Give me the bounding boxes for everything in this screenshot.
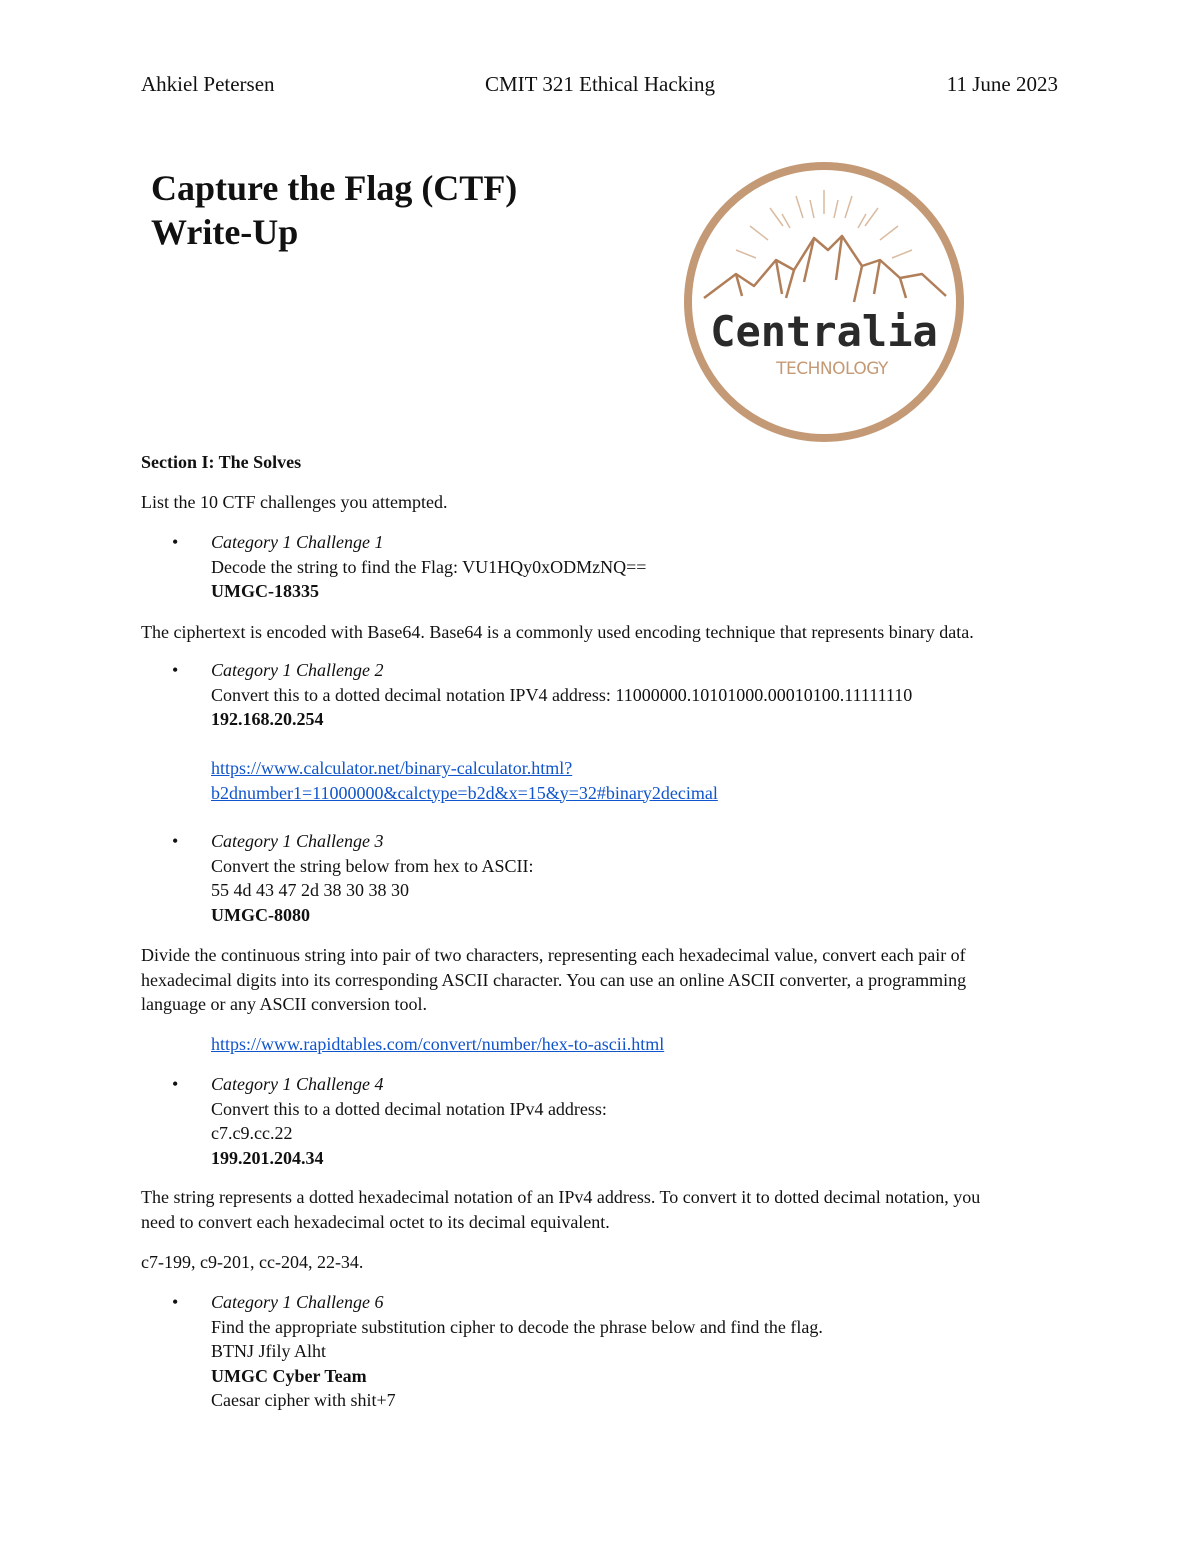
explanation-line: The string represents a dotted hexadecimal notation of an IPv4 address. To convert it to dotted decimal notation, you [141, 1187, 981, 1207]
challenge-1-explanation: The ciphertext is encoded with Base64. Base64 is a commonly used encoding technique that represents binary data. [141, 622, 974, 642]
challenge-category: Category 1 Challenge 3 [211, 831, 384, 851]
challenge-6 [211, 1290, 1071, 1413]
challenge-answer: 192.168.20.254 [211, 709, 324, 729]
challenge-hex-ip: c7.c9.cc.22 [211, 1123, 293, 1143]
centralia-logo [676, 162, 976, 446]
challenge-cipher-text: BTNJ Jfily Alht [211, 1341, 327, 1361]
explanation-line: language or any ASCII conversion tool. [141, 994, 427, 1014]
header-course: CMIT 321 Ethical Hacking [485, 72, 715, 96]
challenge-answer: UMGC-8080 [211, 904, 310, 925]
header-author: Ahkiel Petersen [141, 72, 275, 96]
bullet-icon: • [172, 532, 179, 552]
hex-to-ascii-link[interactable]: https://www.rapidtables.com/convert/number/hex-to-ascii.html [211, 1034, 665, 1054]
challenge-prompt: Convert this to a dotted decimal notation IPV4 address: 11000000.10101000.00010100.11111110 [211, 684, 913, 705]
challenge-prompt: Convert the string below from hex to ASCII: [211, 855, 534, 876]
logo-subtitle: TECHNOLOGY [776, 359, 888, 379]
challenge-answer: UMGC-18335 [211, 581, 319, 601]
challenge-3 [211, 829, 1071, 927]
logo-name: Centralia [710, 307, 938, 356]
explanation-line: hexadecimal digits into its corresponding ASCII character. You can use an online ASCII converter, a programming [141, 969, 967, 990]
challenge-answer: 199.201.204.34 [211, 1147, 324, 1168]
link-line-1[interactable]: https://www.calculator.net/binary-calculator.html? [211, 758, 573, 778]
challenge-category: Category 1 Challenge 6 [211, 1292, 384, 1312]
section-intro: List the 10 CTF challenges you attempted. [141, 492, 448, 512]
bullet-icon: • [172, 1292, 179, 1312]
challenge-category: Category 1 Challenge 2 [211, 660, 384, 680]
explanation-line: Divide the continuous string into pair of two characters, representing each hexadecimal value, convert each pair of [141, 945, 966, 965]
challenge-hex-string: 55 4d 43 47 2d 38 30 38 30 [211, 880, 409, 900]
bullet-icon: • [172, 1074, 179, 1094]
challenge-3-explanation [141, 943, 1066, 1017]
challenge-prompt: Find the appropriate substitution cipher to decode the phrase below and find the flag. [211, 1316, 823, 1337]
bullet-icon: • [172, 660, 179, 680]
title-line-1: Capture the Flag (CTF) [151, 168, 518, 208]
bullet-icon: • [172, 831, 179, 851]
link-line-2[interactable]: b2dnumber1=11000000&calctype=b2d&x=15&y=32#binary2decimal [211, 782, 718, 803]
header-date: 11 June 2023 [946, 72, 1058, 96]
page-title [151, 166, 517, 254]
challenge-category: Category 1 Challenge 1 [211, 532, 384, 552]
challenge-4-explanation [141, 1185, 1066, 1234]
binary-calculator-link[interactable] [211, 756, 1071, 805]
challenge-4 [211, 1072, 1071, 1170]
section-heading: Section I: The Solves [141, 452, 302, 472]
challenge-category: Category 1 Challenge 4 [211, 1074, 384, 1094]
title-line-2: Write-Up [151, 212, 299, 252]
challenge-2 [211, 658, 1071, 732]
challenge-prompt: Convert this to a dotted decimal notation IPv4 address: [211, 1098, 607, 1119]
challenge-prompt: Decode the string to find the Flag: VU1HQy0xODMzNQ== [211, 556, 647, 577]
challenge-4-note: c7-199, c9-201, cc-204, 22-34. [141, 1252, 364, 1272]
challenge-1 [211, 530, 1071, 604]
mountain-icon [704, 236, 946, 302]
challenge-answer: UMGC Cyber Team [211, 1365, 367, 1386]
challenge-extra: Caesar cipher with shit+7 [211, 1390, 396, 1410]
explanation-line: need to convert each hexadecimal octet to its decimal equivalent. [141, 1211, 610, 1232]
